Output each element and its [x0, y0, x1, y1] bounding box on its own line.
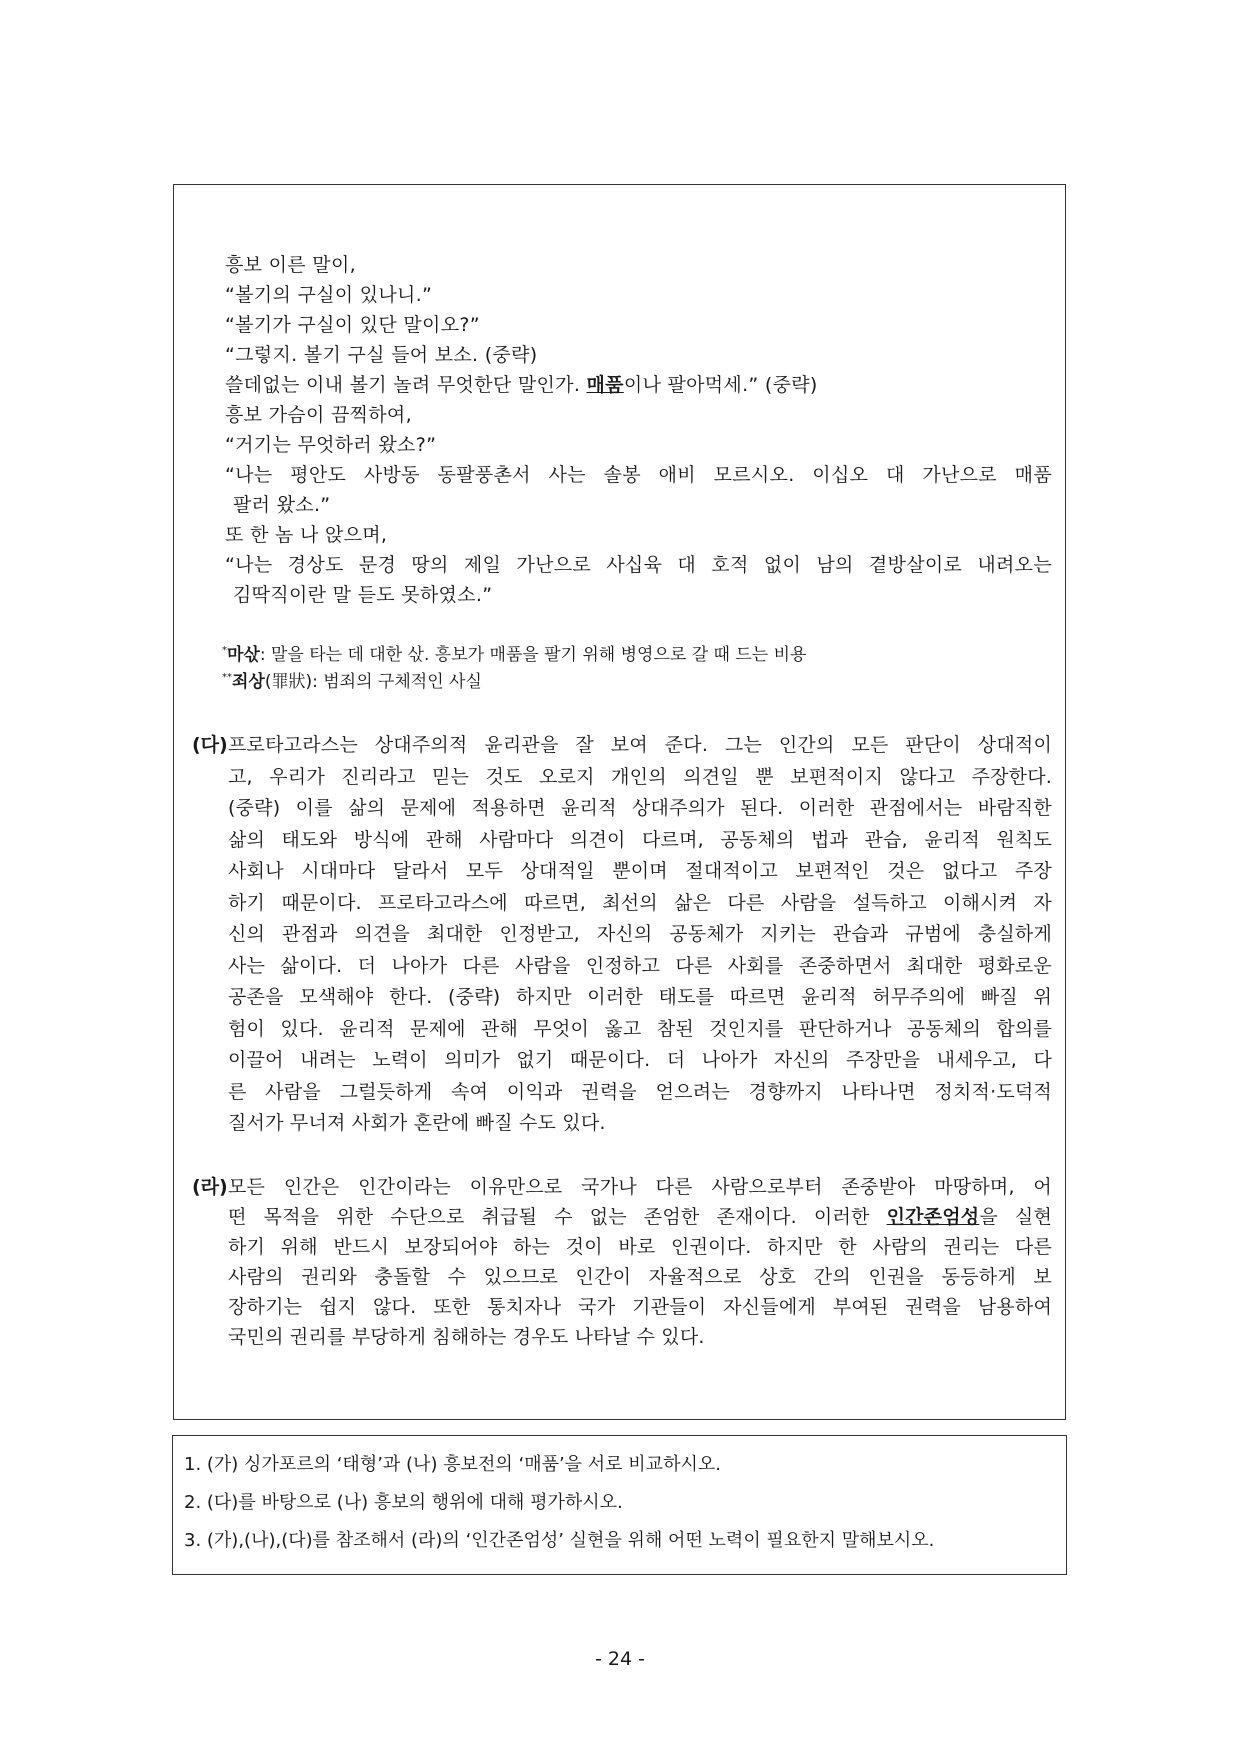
section-da-line: 사회나 시대마다 달라서 모두 상대적일 뿐이며 절대적이고 보편적인 것은 없다고 주장: [228, 860, 1052, 882]
footnote-term: 죄상: [232, 672, 265, 692]
text-fragment: 떤 목적을 위한 수단으로 취급될 수 없는 존엄한 존재이다. 이러한: [228, 1206, 887, 1228]
passage-line: 팔러 왔소.”: [233, 494, 331, 516]
section-da-line: 프로타고라스는 상대주의적 윤리관을 잘 보여 준다. 그는 인간의 모든 판단이 상대적이: [228, 734, 1052, 756]
footnote-mark: **: [222, 672, 232, 683]
passage-line: “볼기가 구실이 있단 말이오?”: [225, 314, 480, 336]
section-da-line: 사는 삶이다. 더 나아가 다른 사람을 인정하고 다른 사회를 존중하면서 최대한 평화로운: [228, 954, 1052, 977]
passage-line: “나는 평안도 사방동 동팔풍촌서 사는 솔봉 애비 모르시오. 이십오 대 가난으로 매품: [225, 464, 1052, 486]
keyword-human-dignity: 인간존엄성: [886, 1206, 980, 1228]
page-number: - 24 -: [595, 1648, 645, 1670]
passage-line: 흥보 가슴이 끔찍하여,: [225, 404, 412, 426]
text-fragment: 을 실현: [979, 1206, 1052, 1228]
section-ra-line: 사람의 권리와 충돌할 수 있으므로 인간이 자율적으로 상호 간의 인권을 동등하게 보: [228, 1266, 1052, 1288]
section-da-line: 이끌어 내려는 노력이 의미가 없기 때문이다. 더 나아가 자신의 주장만을 내세우고, 다: [228, 1049, 1052, 1071]
section-da-line: 삶의 태도와 방식에 관해 사람마다 의견이 다르며, 공동체의 법과 관습, 윤리적 원칙도: [228, 828, 1052, 851]
question-item: 1. (가) 싱가포르의 ‘태형’과 (나) 흥보전의 ‘매품’을 서로 비교하시오.: [184, 1454, 721, 1475]
section-ra-line: 국민의 권리를 부당하게 침해하는 경우도 나타날 수 있다.: [228, 1326, 705, 1348]
passage-line: “나는 경상도 문경 땅의 제일 가난으로 사십육 대 호적 없이 남의 곁방살이로 내려오는: [225, 554, 1052, 576]
question-item: 2. (다)를 바탕으로 (나) 흥보의 행위에 대해 평가하시오.: [184, 1492, 623, 1513]
section-da-line: 신의 관점과 의견을 최대한 인정받고, 자신의 공동체가 지키는 관습과 규범에 충실하게: [228, 923, 1052, 945]
footnote-text: (罪狀): 범죄의 구체적인 사실: [264, 672, 482, 692]
passage-line: [225, 370, 818, 400]
section-da-line: 공존을 모색해야 한다. (중략) 하지만 이러한 태도를 따르면 윤리적 허무주의에 빠질 위: [228, 986, 1052, 1008]
passage-line: “거기는 무엇하러 왔소?”: [225, 434, 437, 456]
section-da-line: 험이 있다. 윤리적 문제에 관해 무엇이 옳고 참된 것인지를 판단하거나 공동체의 합의를: [228, 1017, 1052, 1040]
section-label-ra: (라): [192, 1176, 228, 1198]
section-da-line: (중략) 이를 삶의 문제에 적용하면 윤리적 상대주의가 된다. 이러한 관점에서는 바람직한: [228, 797, 1052, 819]
footnote-text: : 말을 타는 데 대한 삯. 흥보가 매품을 팔기 위해 병영으로 갈 때 드는 비용: [259, 645, 807, 665]
section-ra-line: 모든 인간은 인간이라는 이유만으로 국가나 다른 사람으로부터 존중받아 마땅하며, 어: [228, 1176, 1052, 1198]
question-item: 3. (가),(나),(다)를 참조해서 (라)의 ‘인간존엄성’ 실현을 위해 어떤 노력이 필요한지 말해보시오.: [184, 1530, 935, 1551]
passage-line: 또 한 놈 나 앉으며,: [225, 524, 388, 546]
section-ra-line: 장하기는 쉽지 않다. 또한 통치자나 국가 기관들이 자신들에게 부여된 권력을 남용하여: [228, 1296, 1052, 1318]
passage-line: 흥보 이른 말이,: [225, 254, 356, 276]
section-da-line: 하기 때문이다. 프로타고라스에 따르면, 최선의 삶은 다른 사람을 설득하고 이해시켜 자: [228, 891, 1052, 914]
footnote-term: 마삯: [227, 645, 260, 665]
section-da-line: 른 사람을 그럴듯하게 속여 이익과 권력을 얻으려는 경향까지 나타나면 정치적·도덕적: [228, 1080, 1052, 1103]
passage-line: “그렇지. 볼기 구실 들어 보소. (중략): [225, 344, 538, 366]
passage-line: 김딱직이란 말 듣도 못하였소.”: [233, 584, 493, 606]
section-da-line: 고, 우리가 진리라고 믿는 것도 오로지 개인의 의견일 뿐 보편적이지 않다고 주장한다.: [228, 765, 1052, 788]
section-da-line: 질서가 무너져 사회가 혼란에 빠질 수도 있다.: [228, 1112, 606, 1134]
section-ra-line: 하기 위해 반드시 보장되어야 하는 것이 바로 인권이다. 하지만 한 사람의 권리는 다른: [228, 1236, 1052, 1258]
section-label-da: (다): [192, 734, 228, 756]
text-fragment: 쓸데없는 이내 볼기 놀려 무엇한단 말인가.: [225, 374, 587, 396]
keyword-maepum: 매품: [586, 374, 624, 396]
section-ra-line: [228, 1202, 1052, 1232]
passage-line: “볼기의 구실이 있나니.”: [225, 284, 433, 306]
footnote: [222, 664, 482, 696]
footnote-mark: *: [222, 645, 227, 656]
text-fragment: 이나 팔아먹세.” (중략): [623, 374, 818, 396]
